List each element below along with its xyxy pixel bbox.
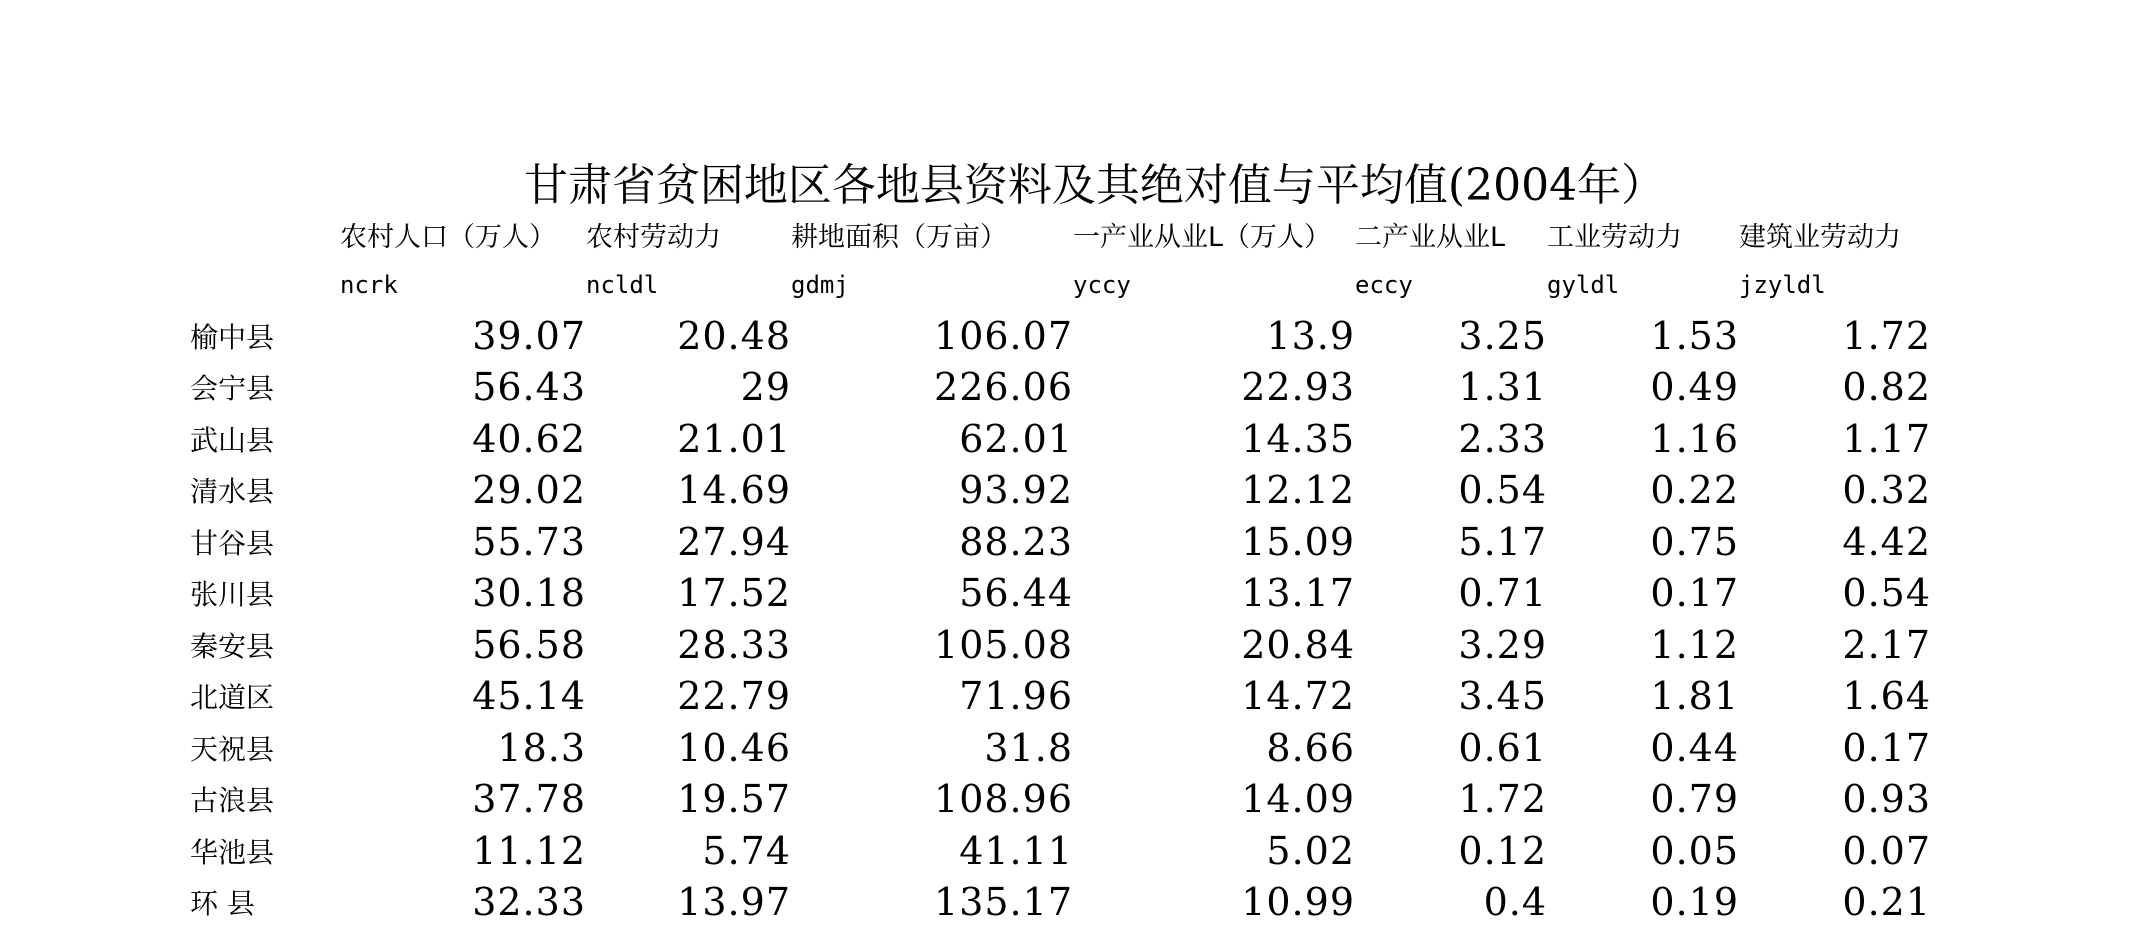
table-cell: 0.19 xyxy=(1547,877,1739,928)
column-code-gdmj: gdmj xyxy=(791,260,1073,310)
page-title: 甘肃省贫困地区各地县资料及其绝对值与平均值(2004年） xyxy=(0,160,2149,212)
table-cell: 0.22 xyxy=(1547,465,1739,517)
header-row-chinese xyxy=(190,208,1931,260)
table-cell: 5.17 xyxy=(1355,516,1547,568)
table-cell: 31.8 xyxy=(791,722,1073,774)
column-header-rural-population: 农村人口（万人） xyxy=(340,208,586,260)
table-cell: 0.79 xyxy=(1547,774,1739,826)
table-cell: 1.12 xyxy=(1547,619,1739,671)
table-cell: 0.07 xyxy=(1739,825,1931,877)
table-cell: 20.84 xyxy=(1073,619,1355,671)
table-row xyxy=(190,825,1931,877)
data-table xyxy=(190,208,1931,928)
column-code-gyldl: gyldl xyxy=(1547,260,1739,310)
table-cell: 22.79 xyxy=(586,671,791,723)
table-cell: 13.9 xyxy=(1073,310,1355,362)
table-cell: 56.43 xyxy=(340,362,586,414)
county-name: 古浪县 xyxy=(190,774,340,826)
table-cell: 41.11 xyxy=(791,825,1073,877)
county-name: 张川县 xyxy=(190,568,340,620)
county-name: 环 县 xyxy=(190,877,340,928)
table-cell: 3.29 xyxy=(1355,619,1547,671)
column-code-yccy: yccy xyxy=(1073,260,1355,310)
county-name: 榆中县 xyxy=(190,310,340,362)
table-cell: 14.09 xyxy=(1073,774,1355,826)
column-header-industrial-labor: 工业劳动力 xyxy=(1547,208,1739,260)
table-cell: 14.35 xyxy=(1073,413,1355,465)
table-cell: 1.53 xyxy=(1547,310,1739,362)
table-row xyxy=(190,671,1931,723)
table-cell: 0.12 xyxy=(1355,825,1547,877)
table-cell: 13.17 xyxy=(1073,568,1355,620)
column-header-primary-industry: 一产业从业L（万人） xyxy=(1073,208,1355,260)
county-name: 清水县 xyxy=(190,465,340,517)
table-cell: 2.33 xyxy=(1355,413,1547,465)
column-header-arable-land: 耕地面积（万亩） xyxy=(791,208,1073,260)
table-row xyxy=(190,568,1931,620)
county-name: 华池县 xyxy=(190,825,340,877)
table-cell: 62.01 xyxy=(791,413,1073,465)
table-cell: 40.62 xyxy=(340,413,586,465)
column-code-ncldl: ncldl xyxy=(586,260,791,310)
table-cell: 1.16 xyxy=(1547,413,1739,465)
table-cell: 0.71 xyxy=(1355,568,1547,620)
column-header-rural-labor: 农村劳动力 xyxy=(586,208,791,260)
table-cell: 55.73 xyxy=(340,516,586,568)
column-header-secondary-industry: 二产业从业L xyxy=(1355,208,1547,260)
table-cell: 32.33 xyxy=(340,877,586,928)
table-cell: 0.05 xyxy=(1547,825,1739,877)
table-cell: 12.12 xyxy=(1073,465,1355,517)
table-cell: 14.69 xyxy=(586,465,791,517)
table-cell: 10.46 xyxy=(586,722,791,774)
table-cell: 37.78 xyxy=(340,774,586,826)
table-row xyxy=(190,774,1931,826)
county-name: 北道区 xyxy=(190,671,340,723)
table-cell: 0.82 xyxy=(1739,362,1931,414)
table-cell: 1.72 xyxy=(1355,774,1547,826)
table-cell: 18.3 xyxy=(340,722,586,774)
table-cell: 0.93 xyxy=(1739,774,1931,826)
table-cell: 108.96 xyxy=(791,774,1073,826)
table-row xyxy=(190,619,1931,671)
table-cell: 1.81 xyxy=(1547,671,1739,723)
table-cell: 105.08 xyxy=(791,619,1073,671)
table-row xyxy=(190,465,1931,517)
table-cell: 22.93 xyxy=(1073,362,1355,414)
table-cell: 8.66 xyxy=(1073,722,1355,774)
table-cell: 1.64 xyxy=(1739,671,1931,723)
table-cell: 1.72 xyxy=(1739,310,1931,362)
table-cell: 15.09 xyxy=(1073,516,1355,568)
table-cell: 20.48 xyxy=(586,310,791,362)
county-name: 秦安县 xyxy=(190,619,340,671)
table-cell: 5.74 xyxy=(586,825,791,877)
table-cell: 0.54 xyxy=(1739,568,1931,620)
table-cell: 0.49 xyxy=(1547,362,1739,414)
table-cell: 56.58 xyxy=(340,619,586,671)
table-cell: 21.01 xyxy=(586,413,791,465)
table-cell: 4.42 xyxy=(1739,516,1931,568)
table-cell: 1.31 xyxy=(1355,362,1547,414)
table-row xyxy=(190,877,1931,928)
table-cell: 28.33 xyxy=(586,619,791,671)
table-cell: 93.92 xyxy=(791,465,1073,517)
county-name: 天祝县 xyxy=(190,722,340,774)
column-code-jzyldl: jzyldl xyxy=(1739,260,1931,310)
table-cell: 3.25 xyxy=(1355,310,1547,362)
table-cell: 29.02 xyxy=(340,465,586,517)
table-cell: 0.21 xyxy=(1739,877,1931,928)
table-cell: 88.23 xyxy=(791,516,1073,568)
table-cell: 1.17 xyxy=(1739,413,1931,465)
table-cell: 56.44 xyxy=(791,568,1073,620)
table-cell: 71.96 xyxy=(791,671,1073,723)
table-row xyxy=(190,413,1931,465)
table-cell: 14.72 xyxy=(1073,671,1355,723)
table-cell: 135.17 xyxy=(791,877,1073,928)
column-header-construction-labor: 建筑业劳动力 xyxy=(1739,208,1931,260)
table-cell: 226.06 xyxy=(791,362,1073,414)
header-corner xyxy=(190,208,340,260)
table-cell: 29 xyxy=(586,362,791,414)
county-name: 甘谷县 xyxy=(190,516,340,568)
table-cell: 0.44 xyxy=(1547,722,1739,774)
table-cell: 17.52 xyxy=(586,568,791,620)
table-cell: 0.17 xyxy=(1547,568,1739,620)
table-cell: 11.12 xyxy=(340,825,586,877)
county-name: 会宁县 xyxy=(190,362,340,414)
table-cell: 39.07 xyxy=(340,310,586,362)
header-row-code xyxy=(190,260,1931,310)
table-cell: 0.54 xyxy=(1355,465,1547,517)
column-code-ncrk: ncrk xyxy=(340,260,586,310)
column-code-eccy: eccy xyxy=(1355,260,1547,310)
table-cell: 2.17 xyxy=(1739,619,1931,671)
table-cell: 30.18 xyxy=(340,568,586,620)
table-cell: 0.4 xyxy=(1355,877,1547,928)
table-cell: 0.32 xyxy=(1739,465,1931,517)
code-corner xyxy=(190,260,340,310)
table-cell: 5.02 xyxy=(1073,825,1355,877)
table-cell: 0.61 xyxy=(1355,722,1547,774)
table-cell: 106.07 xyxy=(791,310,1073,362)
table-cell: 10.99 xyxy=(1073,877,1355,928)
table-cell: 13.97 xyxy=(586,877,791,928)
table-cell: 45.14 xyxy=(340,671,586,723)
county-name: 武山县 xyxy=(190,413,340,465)
table-row xyxy=(190,310,1931,362)
table-cell: 3.45 xyxy=(1355,671,1547,723)
table-row xyxy=(190,362,1931,414)
table-cell: 27.94 xyxy=(586,516,791,568)
table-row xyxy=(190,516,1931,568)
table-cell: 0.75 xyxy=(1547,516,1739,568)
table-cell: 19.57 xyxy=(586,774,791,826)
table-row xyxy=(190,722,1931,774)
table-cell: 0.17 xyxy=(1739,722,1931,774)
